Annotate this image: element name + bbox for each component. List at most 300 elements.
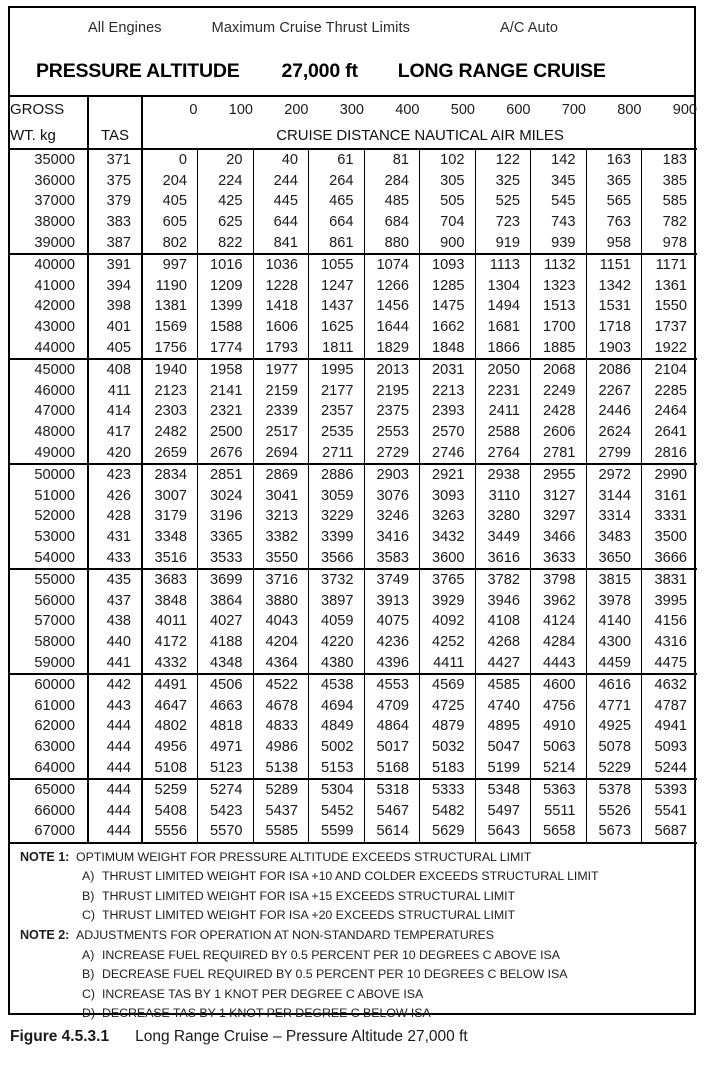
note-sub-text: THRUST LIMITED WEIGHT FOR ISA +10 AND COLDER EXCEEDS STRUCTURAL LIMIT <box>102 869 599 884</box>
gross-weight-cell: 38000 <box>10 212 88 233</box>
cruise-distance-cell: 2729 <box>364 442 420 464</box>
conditions-band <box>10 8 694 48</box>
cruise-distance-cell: 3059 <box>309 486 365 507</box>
cruise-distance-cell: 4569 <box>420 674 476 696</box>
cruise-distance-cell: 4491 <box>142 674 198 696</box>
cruise-distance-cell: 625 <box>198 212 254 233</box>
cruise-distance-cell: 4075 <box>364 611 420 632</box>
cruise-distance-cell: 2068 <box>531 359 587 381</box>
table-row <box>10 821 697 843</box>
cruise-mode-label: LONG RANGE CRUISE <box>397 60 606 82</box>
cruise-distance-cell: 244 <box>253 171 309 192</box>
cruise-distance-cell: 5168 <box>364 757 420 779</box>
cruise-distance-cell: 2141 <box>198 381 254 402</box>
figure-number: Figure 4.5.3.1 <box>10 1028 110 1045</box>
cruise-distance-cell: 2428 <box>531 401 587 422</box>
note-sub-letter: B) <box>82 888 95 903</box>
cruise-distance-cell: 5259 <box>142 779 198 801</box>
cruise-distance-cell: 1456 <box>364 296 420 317</box>
tas-cell: 443 <box>88 695 142 716</box>
cruise-distance-cell: 861 <box>309 232 365 254</box>
cruise-distance-cell: 2357 <box>309 401 365 422</box>
header-row-units <box>10 122 697 149</box>
table-row <box>10 569 697 591</box>
gross-weight-cell: 55000 <box>10 569 88 591</box>
cruise-distance-cell: 4268 <box>475 632 531 653</box>
cruise-distance-cell: 5304 <box>309 779 365 801</box>
cruise-distance-cell: 4284 <box>531 632 587 653</box>
cruise-distance-cell: 919 <box>475 232 531 254</box>
condition-ac-auto: A/C Auto <box>499 20 559 36</box>
cruise-distance-cell: 1940 <box>142 359 198 381</box>
tas-cell: 401 <box>88 317 142 338</box>
cruise-distance-cell: 3263 <box>420 506 476 527</box>
tas-cell: 383 <box>88 212 142 233</box>
cruise-distance-cell: 4043 <box>253 611 309 632</box>
tas-cell: 435 <box>88 569 142 591</box>
cruise-distance-cell: 3127 <box>531 486 587 507</box>
cruise-distance-cell: 3831 <box>654 572 687 589</box>
cruise-distance-cell: 5199 <box>475 757 531 779</box>
cruise-distance-cell: 3110 <box>475 486 531 507</box>
cruise-distance-cell: 163 <box>586 149 642 171</box>
cruise-distance-cell: 4600 <box>531 674 587 696</box>
cruise-distance-cell: 325 <box>475 171 531 192</box>
cruise-distance-cell: 565 <box>586 191 642 212</box>
cruise-distance-cell: 763 <box>586 212 642 233</box>
cruise-distance-cell: 2535 <box>309 422 365 443</box>
cruise-distance-cell: 4910 <box>531 716 587 737</box>
cruise-distance-cell: 4396 <box>364 652 420 674</box>
cruise-distance-cell: 1437 <box>309 296 365 317</box>
cruise-distance-cell: 5673 <box>586 821 642 843</box>
tas-cell: 431 <box>88 527 142 548</box>
cruise-distance-cell: 978 <box>642 232 698 254</box>
cruise-distance-cell: 4348 <box>198 652 254 674</box>
cruise-distance-cell: 5017 <box>364 737 420 758</box>
cruise-distance-cell: 5423 <box>198 800 254 821</box>
cruise-distance-cell: 4204 <box>253 632 309 653</box>
cruise-distance-cell: 4818 <box>198 716 254 737</box>
gross-weight-cell: 60000 <box>10 674 88 696</box>
cruise-distance-cell: 0 <box>142 149 198 171</box>
cruise-distance-cell: 2694 <box>253 442 309 464</box>
cruise-distance-cell: 4300 <box>586 632 642 653</box>
gross-weight-cell: 42000 <box>10 296 88 317</box>
cruise-distance-cell: 2013 <box>364 359 420 381</box>
cruise-distance-cell: 2711 <box>309 442 365 464</box>
table-row <box>10 442 697 464</box>
note-sub-letter: B) <box>82 967 95 982</box>
cruise-distance-cell: 1513 <box>531 296 587 317</box>
distance-column-header: 200 <box>284 101 309 118</box>
cruise-distance-cell: 2086 <box>586 359 642 381</box>
cruise-distance-cell: 1606 <box>253 317 309 338</box>
cruise-distance-cell: 2177 <box>309 381 365 402</box>
cruise-distance-cell: 2921 <box>420 464 476 486</box>
cruise-distance-cell: 3897 <box>309 590 365 611</box>
gross-weight-cell: 53000 <box>10 527 88 548</box>
distance-column-header: 300 <box>339 101 364 118</box>
tas-cell: 408 <box>88 359 142 381</box>
table-row <box>10 276 697 297</box>
cruise-distance-cell: 264 <box>309 171 365 192</box>
cruise-distance-cell: 2588 <box>475 422 531 443</box>
distance-column-header: 0 <box>189 101 198 118</box>
pressure-altitude-value: 27,000 ft <box>281 60 358 82</box>
note-sub-item <box>10 1006 694 1026</box>
tas-cell: 444 <box>88 737 142 758</box>
distance-column-header: 600 <box>506 101 531 118</box>
cruise-distance-cell: 1588 <box>198 317 254 338</box>
cruise-distance-cell: 5183 <box>420 757 476 779</box>
tas-cell: 438 <box>88 611 142 632</box>
cruise-distance-cell: 204 <box>142 171 198 192</box>
cruise-distance-cell: 2746 <box>420 442 476 464</box>
cruise-distance-cell: 4475 <box>642 652 698 674</box>
cruise-distance-cell: 4864 <box>364 716 420 737</box>
cruise-distance-cell: 3416 <box>364 527 420 548</box>
cruise-distance-cell: 4380 <box>309 652 365 674</box>
cruise-distance-cell: 5333 <box>420 779 476 801</box>
tas-cell: 444 <box>88 757 142 779</box>
cruise-distance-cell: 1209 <box>198 276 254 297</box>
cruise-distance-cell: 4140 <box>586 611 642 632</box>
cruise-distance-cell: 880 <box>364 232 420 254</box>
cruise-distance-cell: 1922 <box>642 337 698 359</box>
cruise-distance-cell: 405 <box>142 191 198 212</box>
cruise-distance-cell: 3280 <box>475 506 531 527</box>
cruise-distance-cell: 4156 <box>654 613 687 630</box>
cruise-distance-cell: 4092 <box>420 611 476 632</box>
cruise-distance-cell: 1531 <box>586 296 642 317</box>
cruise-distance-header: CRUISE DISTANCE NAUTICAL AIR MILES <box>142 122 697 149</box>
cruise-distance-cell: 4616 <box>586 674 642 696</box>
cruise-distance-cell: 2886 <box>309 464 365 486</box>
cruise-distance-cell: 3550 <box>253 547 309 569</box>
cruise-distance-cell: 1644 <box>364 317 420 338</box>
tas-cell: 379 <box>88 191 142 212</box>
table-row <box>10 737 697 758</box>
distance-column-header: 800 <box>617 101 642 118</box>
note-sub-item <box>10 889 694 909</box>
cruise-distance-cell: 4538 <box>309 674 365 696</box>
cruise-distance-cell: 2676 <box>198 442 254 464</box>
cruise-distance-cell: 1718 <box>586 317 642 338</box>
cruise-distance-cell: 2816 <box>642 442 698 464</box>
cruise-distance-cell: 40 <box>253 149 309 171</box>
cruise-distance-cell: 3782 <box>475 569 531 591</box>
cruise-distance-cell: 5408 <box>142 800 198 821</box>
cruise-distance-cell: 3399 <box>309 527 365 548</box>
gross-weight-cell: 49000 <box>10 442 88 464</box>
cruise-distance-cell: 3466 <box>531 527 587 548</box>
cruise-distance-cell: 5318 <box>364 779 420 801</box>
cruise-distance-cell: 1550 <box>654 298 687 315</box>
cruise-distance-cell: 4678 <box>253 695 309 716</box>
cruise-distance-cell: 2799 <box>586 442 642 464</box>
cruise-distance-cell: 2031 <box>420 359 476 381</box>
cruise-distance-cell: 939 <box>531 232 587 254</box>
note-sub-item <box>10 948 694 968</box>
table-row <box>10 547 697 569</box>
gross-weight-cell: 48000 <box>10 422 88 443</box>
cruise-distance-cell: 2624 <box>586 422 642 443</box>
gross-weight-cell: 40000 <box>10 254 88 276</box>
tas-cell: 411 <box>88 381 142 402</box>
cruise-distance-cell: 841 <box>253 232 309 254</box>
cruise-distance-cell: 142 <box>531 149 587 171</box>
cruise-distance-cell: 1093 <box>420 254 476 276</box>
table-row <box>10 422 697 443</box>
cruise-distance-cell: 5123 <box>198 757 254 779</box>
note-sub-item <box>10 967 694 987</box>
cruise-distance-cell: 3929 <box>420 590 476 611</box>
cruise-distance-cell: 1399 <box>198 296 254 317</box>
note-text: ADJUSTMENTS FOR OPERATION AT NON-STANDARD TEMPERATURES <box>76 927 494 942</box>
table-row <box>10 506 697 527</box>
table-row <box>10 800 697 821</box>
cruise-distance-cell: 4986 <box>253 737 309 758</box>
table-row <box>10 486 697 507</box>
cruise-distance-cell: 2659 <box>142 442 198 464</box>
cruise-distance-cell: 122 <box>475 149 531 171</box>
cruise-distance-cell: 1342 <box>586 276 642 297</box>
gross-weight-cell: 56000 <box>10 590 88 611</box>
cruise-distance-cell: 3666 <box>642 547 698 569</box>
cruise-distance-cell: 1903 <box>586 337 642 359</box>
cruise-distance-cell: 4011 <box>142 611 198 632</box>
cruise-distance-cell: 1848 <box>420 337 476 359</box>
note-heading <box>10 850 694 870</box>
cruise-distance-cell: 1866 <box>475 337 531 359</box>
cruise-distance-cell: 5108 <box>142 757 198 779</box>
table-row <box>10 191 697 212</box>
gross-weight-cell: 51000 <box>10 486 88 507</box>
table-row <box>10 171 697 192</box>
cruise-distance-cell: 2553 <box>364 422 420 443</box>
cruise-distance-cell: 5348 <box>475 779 531 801</box>
cruise-distance-cell: 2339 <box>253 401 309 422</box>
cruise-distance-cell: 1247 <box>309 276 365 297</box>
table-body <box>10 149 697 843</box>
notes-section <box>10 844 694 1026</box>
gross-weight-cell: 47000 <box>10 401 88 422</box>
table-row <box>10 149 697 171</box>
cruise-distance-cell: 664 <box>309 212 365 233</box>
cruise-distance-cell: 3076 <box>364 486 420 507</box>
cruise-distance-cell: 5047 <box>475 737 531 758</box>
note-sub-text: DECREASE TAS BY 1 KNOT PER DEGREE C BELOW ISA <box>102 1006 431 1021</box>
cruise-distance-cell: 2781 <box>531 442 587 464</box>
cruise-distance-cell: 4956 <box>142 737 198 758</box>
cruise-distance-cell: 2938 <box>475 464 531 486</box>
cruise-distance-cell: 1662 <box>420 317 476 338</box>
cruise-distance-cell: 2641 <box>654 424 687 441</box>
cruise-distance-cell: 385 <box>662 172 687 189</box>
cruise-distance-cell: 1774 <box>198 337 254 359</box>
cruise-distance-cell: 1151 <box>586 254 642 276</box>
cruise-distance-cell: 4694 <box>309 695 365 716</box>
cruise-distance-cell: 5229 <box>586 757 642 779</box>
cruise-distance-cell: 4252 <box>420 632 476 653</box>
note-sub-letter: D) <box>82 1006 95 1021</box>
cruise-distance-cell: 5093 <box>654 738 687 755</box>
gross-weight-cell: 36000 <box>10 171 88 192</box>
cruise-distance-cell: 1475 <box>420 296 476 317</box>
cruise-distance-cell: 3699 <box>198 569 254 591</box>
cruise-distance-cell: 3913 <box>364 590 420 611</box>
cruise-distance-cell: 2972 <box>586 464 642 486</box>
note-sub-letter: A) <box>82 869 95 884</box>
gross-weight-cell: 45000 <box>10 359 88 381</box>
table-row <box>10 212 697 233</box>
cruise-distance-cell: 2903 <box>364 464 420 486</box>
cruise-distance-cell: 997 <box>142 254 198 276</box>
cruise-distance-cell: 3650 <box>586 547 642 569</box>
cruise-distance-cell: 1304 <box>475 276 531 297</box>
figure-caption <box>10 1028 468 1046</box>
cruise-distance-cell: 1756 <box>142 337 198 359</box>
gross-weight-cell: 43000 <box>10 317 88 338</box>
cruise-distance-cell: 1113 <box>475 254 531 276</box>
cruise-distance-cell: 2249 <box>531 381 587 402</box>
cruise-distance-cell: 1811 <box>309 337 365 359</box>
cruise-distance-cell: 5629 <box>420 821 476 843</box>
cruise-distance-cell: 3848 <box>142 590 198 611</box>
cruise-distance-cell: 4220 <box>309 632 365 653</box>
cruise-distance-cell: 1977 <box>253 359 309 381</box>
cruise-distance-cell: 4971 <box>198 737 254 758</box>
cruise-distance-cell: 1829 <box>364 337 420 359</box>
cruise-distance-cell: 1494 <box>475 296 531 317</box>
cruise-distance-cell: 4124 <box>531 611 587 632</box>
tas-cell: 444 <box>88 779 142 801</box>
table-row <box>10 296 697 317</box>
cruise-distance-cell: 2990 <box>654 467 687 484</box>
tas-cell: 420 <box>88 442 142 464</box>
cruise-distance-cell: 525 <box>475 191 531 212</box>
cruise-distance-cell: 1737 <box>654 319 687 336</box>
cruise-distance-cell: 5078 <box>586 737 642 758</box>
gross-weight-cell: 64000 <box>10 757 88 779</box>
cruise-distance-cell: 2464 <box>654 403 687 420</box>
cruise-distance-cell: 2231 <box>475 381 531 402</box>
gross-weight-cell: 41000 <box>10 276 88 297</box>
cruise-distance-cell: 4522 <box>253 674 309 696</box>
cruise-distance-cell: 4740 <box>475 695 531 716</box>
note-sub-item <box>10 908 694 928</box>
cruise-distance-cell: 4059 <box>309 611 365 632</box>
cruise-distance-cell: 4632 <box>654 677 687 694</box>
cruise-distance-cell: 2375 <box>364 401 420 422</box>
cruise-distance-cell: 61 <box>309 149 365 171</box>
gross-weight-cell: 67000 <box>10 821 88 843</box>
cruise-distance-cell: 1700 <box>531 317 587 338</box>
cruise-distance-cell: 2500 <box>198 422 254 443</box>
cruise-distance-cell: 1285 <box>420 276 476 297</box>
cruise-distance-cell: 5658 <box>531 821 587 843</box>
weight-unit-label: WT. kg <box>10 122 88 149</box>
cruise-distance-cell: 3978 <box>586 590 642 611</box>
note-sub-item <box>10 869 694 889</box>
cruise-distance-cell: 5511 <box>531 800 587 821</box>
cruise-distance-cell: 5643 <box>475 821 531 843</box>
cruise-distance-cell: 4236 <box>364 632 420 653</box>
cruise-distance-cell: 900 <box>420 232 476 254</box>
cruise-distance-cell: 3516 <box>142 547 198 569</box>
cruise-distance-cell: 3348 <box>142 527 198 548</box>
performance-table-sheet <box>8 6 697 1021</box>
tas-cell: 391 <box>88 254 142 276</box>
cruise-distance-cell: 4364 <box>253 652 309 674</box>
table-row <box>10 464 697 486</box>
cruise-distance-cell: 5482 <box>420 800 476 821</box>
cruise-distance-cell: 3024 <box>198 486 254 507</box>
cruise-distance-cell: 5585 <box>253 821 309 843</box>
note-sub-item <box>10 987 694 1007</box>
cruise-distance-cell: 4802 <box>142 716 198 737</box>
cruise-distance-cell: 445 <box>253 191 309 212</box>
cruise-distance-cell: 2159 <box>253 381 309 402</box>
cruise-distance-cell: 3213 <box>253 506 309 527</box>
cruise-distance-cell: 3500 <box>654 528 687 545</box>
cruise-distance-cell: 2411 <box>475 401 531 422</box>
cruise-distance-cell: 4459 <box>586 652 642 674</box>
table-row <box>10 254 697 276</box>
cruise-distance-cell: 2393 <box>420 401 476 422</box>
cruise-distance-cell: 1625 <box>309 317 365 338</box>
cruise-distance-cell: 3566 <box>309 547 365 569</box>
cruise-distance-cell: 1381 <box>142 296 198 317</box>
note-sub-text: DECREASE FUEL REQUIRED BY 0.5 PERCENT PER 10 DEGREES C BELOW ISA <box>102 967 568 982</box>
cruise-distance-cell: 2195 <box>364 381 420 402</box>
cruise-distance-cell: 3583 <box>364 547 420 569</box>
cruise-distance-cell: 2213 <box>420 381 476 402</box>
gross-weight-cell: 57000 <box>10 611 88 632</box>
table-row <box>10 695 697 716</box>
cruise-distance-cell: 4585 <box>475 674 531 696</box>
gross-weight-cell: 65000 <box>10 779 88 801</box>
cruise-distance-cell: 4771 <box>586 695 642 716</box>
cruise-distance-cell: 5452 <box>309 800 365 821</box>
cruise-distance-cell: 4411 <box>420 652 476 674</box>
cruise-distance-cell: 585 <box>662 193 687 210</box>
cruise-distance-cell: 1958 <box>198 359 254 381</box>
gross-weight-cell: 62000 <box>10 716 88 737</box>
cruise-distance-cell: 3962 <box>531 590 587 611</box>
cruise-distance-cell: 4172 <box>142 632 198 653</box>
cruise-distance-cell: 644 <box>253 212 309 233</box>
cruise-distance-cell: 3864 <box>198 590 254 611</box>
note-key: NOTE 1: <box>20 849 70 864</box>
tas-cell: 426 <box>88 486 142 507</box>
cruise-distance-cell: 3732 <box>309 569 365 591</box>
cruise-distance-cell: 605 <box>142 212 198 233</box>
cruise-distance-cell: 5614 <box>364 821 420 843</box>
cruise-distance-cell: 5002 <box>309 737 365 758</box>
table-row <box>10 317 697 338</box>
note-text: OPTIMUM WEIGHT FOR PRESSURE ALTITUDE EXCEEDS STRUCTURAL LIMIT <box>76 849 532 864</box>
cruise-distance-cell: 4925 <box>586 716 642 737</box>
cruise-distance-cell: 3179 <box>142 506 198 527</box>
gross-weight-cell: 52000 <box>10 506 88 527</box>
cruise-distance-cell: 3093 <box>420 486 476 507</box>
cruise-distance-cell: 3449 <box>475 527 531 548</box>
note-sub-letter: C) <box>82 908 95 923</box>
tas-cell: 375 <box>88 171 142 192</box>
cruise-distance-cell: 3798 <box>531 569 587 591</box>
